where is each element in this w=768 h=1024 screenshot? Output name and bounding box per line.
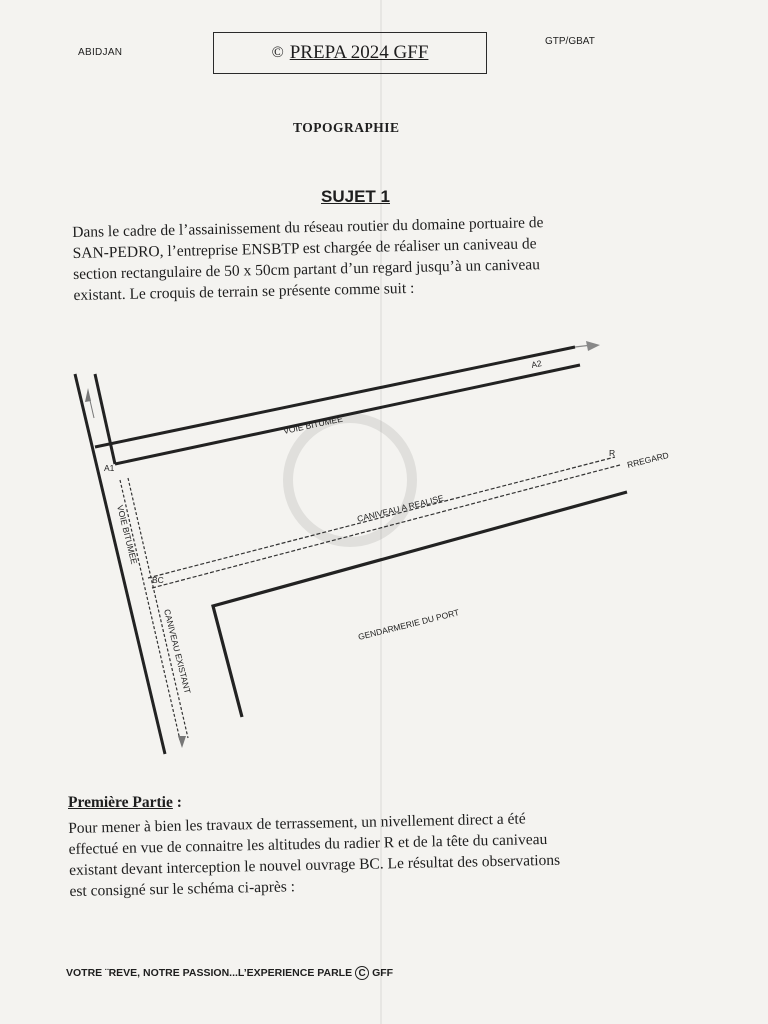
intro-paragraph — [72, 210, 634, 306]
gendarmerie-wall — [213, 492, 627, 717]
watermark-logo — [288, 418, 412, 542]
footer-brand: GFF — [372, 967, 394, 979]
part1-title: Première Partie — [68, 794, 173, 811]
point-a1-label: A1 — [104, 463, 115, 473]
part1-line: Pour mener à bien les travaux de terrassement, un nivellement direct a été — [68, 810, 526, 837]
header-code: GTP/GBAT — [545, 36, 595, 47]
header-title: PREPA 2024 GFF — [289, 42, 429, 63]
footer-text: VOTRE ¨REVE, NOTRE PASSION...L’EXPERIENCE PARLE — [66, 967, 353, 979]
part1-line: existant devant interception le nouvel ouvrage BC. Le résultat des observations — [68, 851, 561, 879]
arrow-icon — [178, 736, 186, 748]
part1-line: est consigné sur le schéma ci-après : — [69, 878, 296, 900]
point-r-label: R — [609, 448, 616, 458]
subject-heading: TOPOGRAPHIE — [293, 120, 400, 135]
road-top-inner-line — [115, 365, 580, 464]
caniveau-a-realiser-label: CANIVEAU A REALISE — [356, 492, 445, 524]
copyright-icon: C — [355, 966, 369, 980]
intro-line: Dans le cadre de l’assainissement du réseau routier du domaine portuaire de — [72, 214, 544, 241]
regard-label: RREGARD — [626, 449, 670, 470]
road-top-outer-line — [95, 347, 575, 447]
part1-paragraph — [68, 806, 650, 902]
gendarmerie-label: GENDARMERIE DU PORT — [357, 607, 461, 642]
point-a2-label: A2 — [530, 358, 543, 370]
part1-heading — [68, 794, 182, 812]
road-left-inner-line — [95, 374, 115, 464]
part1-line: effectué en vue de connaitre les altitudes du radier R et de la tête du caniveau — [68, 830, 548, 858]
sujet-heading: SUJET 1 — [321, 187, 390, 206]
part1-title-suffix: : — [172, 794, 182, 811]
intro-line: section rectangulaire de 50 x 50cm partant d’un regard jusqu’à un caniveau — [72, 256, 541, 283]
voie-bitumee-top-label: VOIE BITUMEE — [282, 413, 344, 436]
copyright-icon: © — [271, 44, 284, 61]
caniveau-existant-label: CANIVEAU EXISTANT — [162, 608, 193, 695]
caniveau-a-realiser-line — [152, 465, 620, 588]
header-title-box — [213, 32, 487, 74]
voie-bitumee-left-label: VOIE BITUMEE — [115, 504, 140, 566]
intro-line: existant. Le croquis de terrain se présente comme suit : — [73, 279, 415, 304]
header-location: ABIDJAN — [78, 47, 123, 58]
intro-line: SAN-PEDRO, l’entreprise ENSBTP est chargée de réaliser un caniveau de — [72, 235, 537, 262]
footer-tagline — [66, 966, 393, 980]
site-sketch-diagram — [60, 330, 700, 770]
road-left-outer-line — [75, 374, 165, 754]
caniveau-existant-line — [128, 478, 188, 738]
point-bc-label: BC — [152, 575, 164, 585]
arrow-shaft — [89, 396, 94, 418]
